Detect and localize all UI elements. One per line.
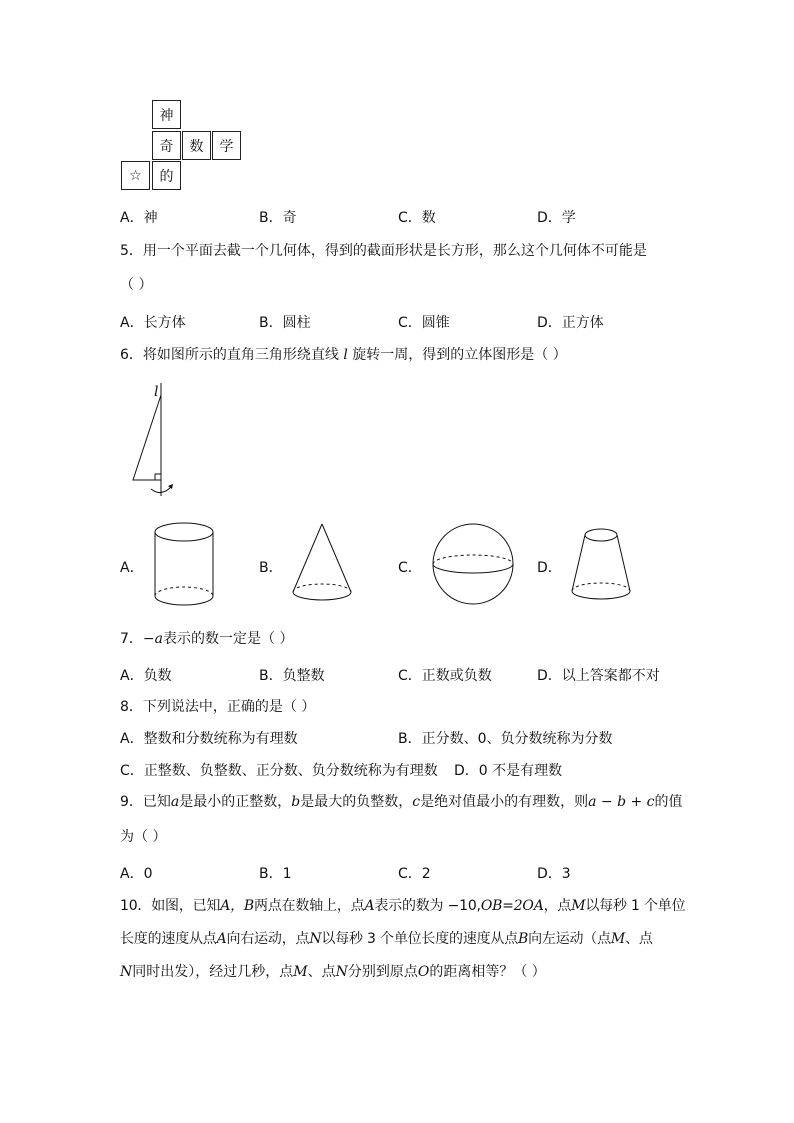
q10-var: A <box>364 898 375 914</box>
q10-stem-line2 <box>120 928 653 948</box>
q10-var: A，B <box>220 898 255 914</box>
q7-option-c: C．正数或负数 <box>398 668 492 684</box>
q7-stem-text: 7． <box>120 631 143 647</box>
q10-stem-line3 <box>120 961 546 981</box>
q6-stem <box>120 344 567 364</box>
q7-option-a: A．负数 <box>120 668 172 684</box>
q10-text: 向右运动，点 <box>226 931 310 947</box>
q7-stem <box>120 628 293 648</box>
q5-stem: 5．用一个平面去截一个几何体，得到的截面形状是长方形，那么这个几何体不可能是 <box>120 243 647 259</box>
q10-var: M <box>610 931 626 947</box>
q7-option-b: B．负整数 <box>259 668 325 684</box>
q4-option-b: B．奇 <box>259 210 297 226</box>
q10-var: O <box>417 964 430 980</box>
frustum-icon <box>570 527 632 603</box>
q7-stem-text: 表示的数一定是（ ） <box>163 631 294 647</box>
net-cell: 数 <box>182 131 211 160</box>
q9-stem-line2: 为（ ） <box>120 829 167 845</box>
q9-stem-text: 是绝对值最小的有理数，则 <box>420 794 589 810</box>
q8-option-a: A．整数和分数统称为有理数 <box>120 731 298 747</box>
q10-expression: OB=2OA <box>480 898 544 914</box>
q5-blank: （ ） <box>120 277 153 293</box>
q5-option-b: B．圆柱 <box>259 315 311 331</box>
q10-text: 向左运动（点 <box>528 931 611 947</box>
q10-var: M <box>293 964 308 980</box>
q7-option-d: D．以上答案都不对 <box>537 668 660 684</box>
q6-option-c: C． <box>398 560 422 576</box>
q10-var: A <box>216 931 227 947</box>
q9-stem-text: 的值 <box>654 794 683 810</box>
q5-option-c: C．圆锥 <box>398 315 450 331</box>
q6-stem-text: 6．将如图所示的直角三角形绕直线 <box>120 347 344 363</box>
q10-text: 长度的速度从点 <box>120 931 217 947</box>
q10-text: 表示的数为 −10, <box>374 898 481 914</box>
q10-text: 以每秒 1 个单位 <box>585 898 686 914</box>
q6-axis-label: l <box>154 384 159 400</box>
q9-var-c: c <box>412 794 421 810</box>
q6-option-d: D． <box>537 560 562 576</box>
q9-expression: a − b + c <box>588 794 655 810</box>
q10-text: 、点 <box>625 931 653 947</box>
q9-option-a: A．0 <box>120 866 153 882</box>
q7-stem-var: −a <box>142 631 163 647</box>
q10-var: N <box>309 931 322 947</box>
q10-text: 以每秒 3 个单位长度的速度从点 <box>321 931 519 947</box>
q9-stem <box>120 791 683 811</box>
net-cell: 的 <box>152 161 181 190</box>
q4-option-a: A．神 <box>120 210 158 226</box>
q10-text: ，点 <box>543 898 572 914</box>
q9-stem-text: 9．已知 <box>120 794 171 810</box>
q10-text: 分别到原点 <box>347 964 418 980</box>
q8-option-d: D．0 不是有理数 <box>454 763 563 779</box>
q10-text: 10．如图，已知 <box>120 898 221 914</box>
q4-option-c: C．数 <box>398 210 436 226</box>
net-cell: 学 <box>212 131 241 160</box>
q10-var: B <box>518 931 529 947</box>
q5-option-a: A．长方体 <box>120 315 186 331</box>
net-cell: 神 <box>152 100 181 129</box>
q9-option-b: B．1 <box>259 866 292 882</box>
q6-triangle-figure <box>125 383 185 503</box>
q10-var: M <box>571 898 586 914</box>
q4-option-d: D．学 <box>537 210 576 226</box>
net-cell: 奇 <box>152 131 181 160</box>
q9-option-d: D．3 <box>537 866 571 882</box>
q10-text: 同时出发），经过几秒，点 <box>132 964 294 980</box>
q9-option-c: C．2 <box>398 866 431 882</box>
q10-var: N <box>120 964 133 980</box>
q10-stem-line1 <box>120 895 685 915</box>
q8-option-c: C．正整数、负整数、正分数、负分数统称为有理数 <box>120 763 438 779</box>
q9-var-a: a <box>170 794 180 810</box>
q10-text: 的距离相等？（ ） <box>429 964 546 980</box>
q9-var-b: b <box>291 794 301 810</box>
q5-option-d: D．正方体 <box>537 315 604 331</box>
cylinder-icon <box>154 522 214 606</box>
q6-stem-var: l <box>343 347 348 363</box>
q10-var: N <box>335 964 348 980</box>
q10-text: 两点在数轴上，点 <box>254 898 365 914</box>
q6-option-b: B． <box>259 560 283 576</box>
q6-option-a: A． <box>120 560 144 576</box>
q8-stem: 8．下列说法中，正确的是（ ） <box>120 699 316 715</box>
q6-stem-text: 旋转一周，得到的立体图形是（ ） <box>347 347 567 363</box>
q9-stem-text: 是最大的负整数， <box>300 794 413 810</box>
q10-text: 、点 <box>307 964 336 980</box>
q8-option-b: B．正分数、0、负分数统称为分数 <box>398 731 613 747</box>
cone-icon <box>292 522 352 602</box>
net-cell: ☆ <box>121 161 150 190</box>
q9-stem-text: 是最小的正整数， <box>179 794 292 810</box>
sphere-icon <box>432 523 516 607</box>
